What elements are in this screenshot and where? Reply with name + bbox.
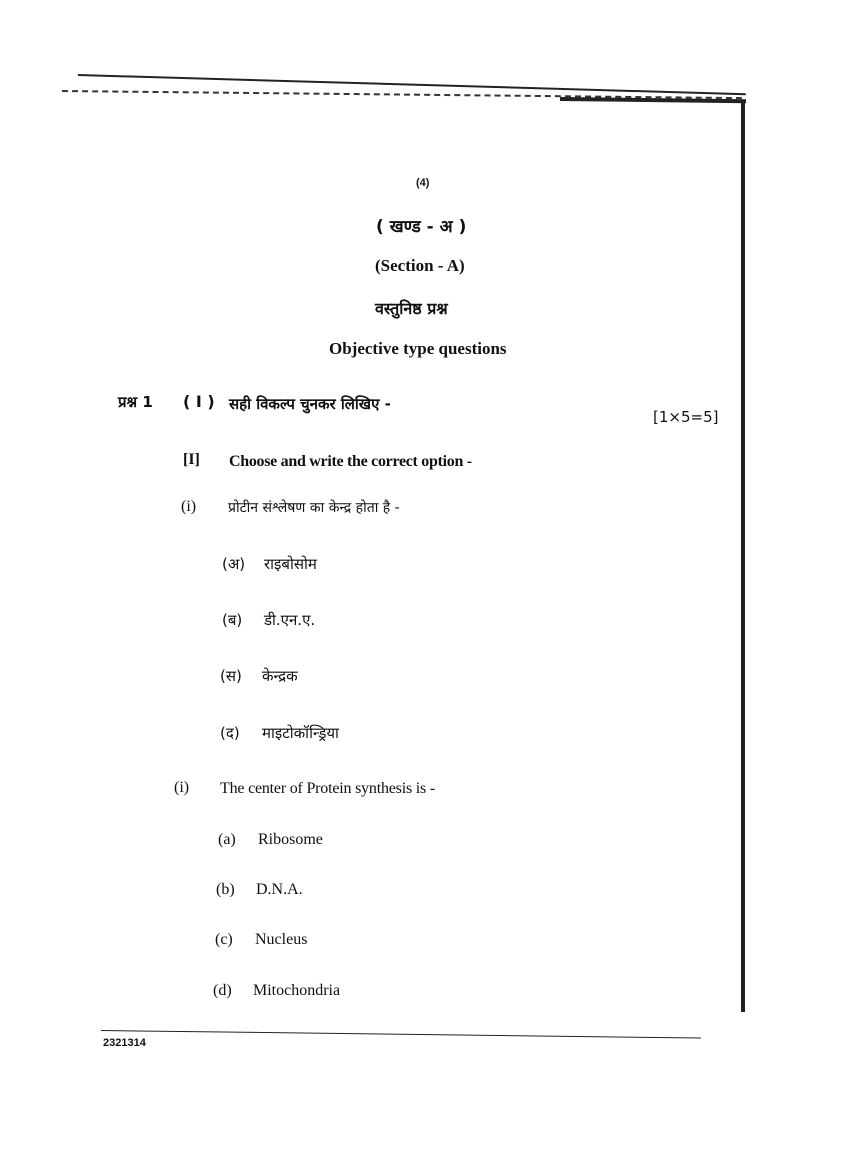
question-part-hindi: ( I ) — [183, 392, 215, 411]
right-border-line — [741, 100, 745, 1012]
option-label: (ब) — [222, 611, 243, 629]
option-label: (c) — [215, 931, 233, 948]
option-english-c — [215, 931, 307, 949]
question-marks: [1×5=5] — [653, 408, 719, 426]
paper-code: 2321314 — [103, 1037, 146, 1049]
objective-heading-english: Objective type questions — [329, 339, 507, 358]
option-hindi-c — [220, 666, 298, 686]
option-hindi-a — [222, 554, 317, 574]
option-hindi-b — [222, 610, 315, 630]
question-instruction-english: Choose and write the correct option - — [229, 453, 472, 470]
section-title-hindi: ( खण्ड - अ ) — [376, 217, 467, 237]
option-english-b — [216, 881, 303, 899]
option-text: केन्द्रक — [262, 667, 298, 685]
page-number: (4) — [416, 177, 430, 189]
sub-question-number-english: (i) — [174, 779, 190, 796]
top-thick-line — [560, 97, 746, 103]
option-english-d — [213, 982, 340, 1000]
option-text: Ribosome — [258, 831, 323, 848]
option-hindi-d — [220, 723, 339, 743]
section-title-english: (Section - A) — [375, 256, 465, 275]
sub-question-text-hindi: प्रोटीन संश्लेषण का केन्द्र होता है - — [228, 500, 400, 516]
option-label: (स) — [220, 667, 242, 685]
option-label: (a) — [218, 831, 236, 848]
objective-heading-hindi: वस्तुनिष्ठ प्रश्न — [375, 299, 448, 318]
option-label: (द) — [220, 724, 240, 742]
option-text: डी.एन.ए. — [264, 611, 316, 629]
option-text: D.N.A. — [256, 881, 303, 898]
bottom-border-line — [101, 1030, 701, 1039]
option-text: Nucleus — [255, 931, 308, 948]
question-instruction-hindi: सही विकल्प चुनकर लिखिए - — [229, 395, 391, 413]
sub-question-text-english: The center of Protein synthesis is - — [220, 780, 435, 797]
option-text: Mitochondria — [253, 982, 341, 999]
question-label: प्रश्न 1 — [118, 393, 153, 411]
option-label: (अ) — [222, 555, 246, 573]
option-text: माइटोकॉन्ड्रिया — [262, 724, 339, 742]
option-text: राइबोसोम — [264, 555, 317, 573]
sub-question-number-hindi: (i) — [181, 498, 197, 515]
option-label: (d) — [213, 982, 232, 999]
question-part-english: [I] — [183, 451, 200, 468]
option-english-a — [218, 831, 323, 849]
option-label: (b) — [216, 881, 235, 898]
